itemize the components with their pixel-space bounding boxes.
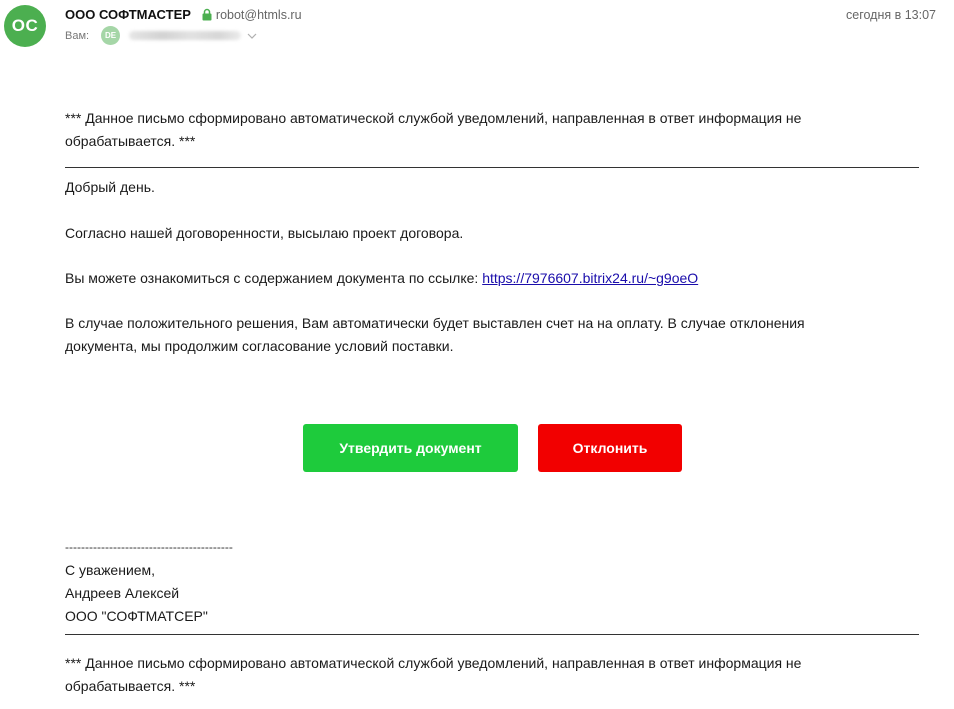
email-date: сегодня в 13:07 [846,8,936,22]
paragraph-link [65,267,865,290]
sender-avatar[interactable]: OC [4,5,46,47]
signature-closing: С уважением, [65,562,156,578]
email-header [0,0,954,50]
sender-line [65,7,302,22]
paragraph-agreement: Согласно нашей договоренности, высылаю проект договора. [65,225,464,241]
lock-icon [201,8,213,21]
divider-top [65,167,919,168]
greeting-text: Добрый день. [65,179,155,195]
recipient-line [65,26,257,45]
auto-notice-top: *** Данное письмо сформировано автоматической службой уведомлений, направленная в ответ информация не обрабатывается. *** [65,110,802,149]
paragraph-decision: В случае положительного решения, Вам автоматически будет выставлен счет на на оплату. В случае отклонения документа, мы продолжим согласование условий поставки. [65,315,805,354]
signature-separator: ------------------------------------------ [65,540,233,554]
chevron-down-icon[interactable] [247,32,257,40]
auto-notice-bottom: *** Данное письмо сформировано автоматической службой уведомлений, направленная в ответ информация не обрабатывается. *** [65,655,802,694]
recipient-avatar[interactable]: DE [101,26,120,45]
to-label: Вам: [65,29,90,42]
link-prefix-text: Вы можете ознакомиться с содержанием документа по ссылке: [65,270,483,286]
document-link[interactable]: https://7976607.bitrix24.ru/~g9oeO [482,270,699,286]
divider-bottom [65,634,919,635]
recipient-email-redacted [129,31,241,40]
signature-company: ООО "СОФТМАТСЕР" [65,608,208,624]
sender-name[interactable]: ООО СОФТМАСТЕР [65,7,191,22]
sender-email[interactable]: robot@htmls.ru [215,7,302,22]
signature-name: Андреев Алексей [65,585,180,601]
approve-document-button[interactable]: Утвердить документ [303,424,518,472]
reject-button[interactable]: Отклонить [538,424,682,472]
